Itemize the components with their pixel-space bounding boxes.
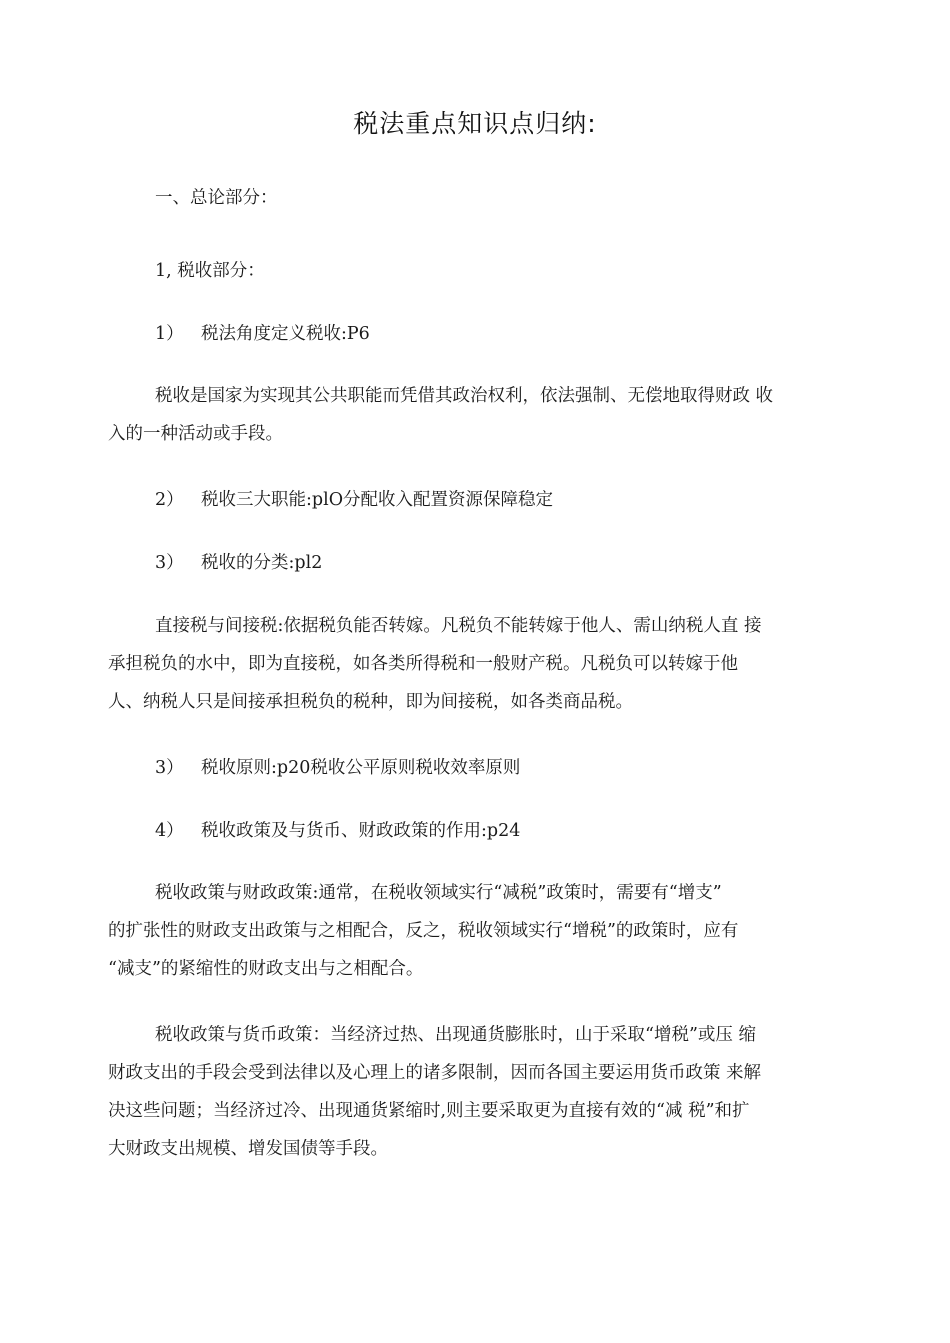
paragraph-line: 税收政策与财政政策:通常，在税收领域实行“减税”政策时，需要有“增支” xyxy=(155,883,722,903)
paragraph-line: 财政支出的手段会受到法律以及心理上的诸多限制，因而各国主要运用货币政策 来解 xyxy=(108,1063,762,1083)
list-item-text: 税收原则:p20税收公平原则税收效率原则 xyxy=(201,758,521,778)
list-item-tax-principles xyxy=(155,756,520,780)
paragraph-line: 决这些问题；当经济过冷、出现通货紧缩时,则主要采取更为直接有效的“减 税”和扩 xyxy=(108,1101,750,1121)
paragraph-line: 大财政支出规模、增发国债等手段。 xyxy=(108,1139,388,1159)
list-item-text: 税收政策及与货币、财政政策的作用:p24 xyxy=(201,821,521,841)
list-item-number: 4） xyxy=(155,821,184,841)
section-heading: 一、总论部分： xyxy=(155,188,278,208)
list-item-tax-classification xyxy=(155,551,322,575)
paragraph-line: 直接税与间接税:依据税负能否转嫁。凡税负不能转嫁于他人、需山纳税人直 接 xyxy=(155,616,762,636)
list-item-text: 税法角度定义税收:P6 xyxy=(201,324,370,344)
paragraph-line: 人、纳税人只是间接承担税负的税种，即为间接税，如各类商品税。 xyxy=(108,692,633,712)
subsection-heading: 1, 税收部分： xyxy=(155,261,265,281)
paragraph-line: 承担税负的水中，即为直接税，如各类所得税和一般财产税。凡税负可以转嫁于他 xyxy=(108,654,738,674)
list-item-tax-policy xyxy=(155,819,520,843)
paragraph-line: 税收政策与货币政策：当经济过热、出现通货膨胀时，山于采取“增税”或压 缩 xyxy=(155,1025,756,1045)
list-item-number: 3） xyxy=(155,758,184,778)
list-item-number: 1） xyxy=(155,324,184,344)
paragraph-line: “减支”的紧缩性的财政支出与之相配合。 xyxy=(108,959,424,979)
list-item-tax-definition xyxy=(155,322,370,346)
paragraph-line: 的扩张性的财政支出政策与之相配合，反之，税收领域实行“增税”的政策时，应有 xyxy=(108,921,739,941)
list-item-number: 3） xyxy=(155,553,184,573)
page-title: 税法重点知识点归纳: xyxy=(353,109,597,138)
list-item-number: 2） xyxy=(155,490,184,510)
list-item-text: 税收的分类:pl2 xyxy=(201,553,323,573)
list-item-tax-functions xyxy=(155,488,553,512)
paragraph-line: 税收是国家为实现其公共职能而凭借其政治权利，依法强制、无偿地取得财政 收 xyxy=(155,386,774,406)
list-item-text: 税收三大职能:plO分配收入配置资源保障稳定 xyxy=(201,490,554,510)
paragraph-line: 入的一种活动或手段。 xyxy=(108,424,283,444)
